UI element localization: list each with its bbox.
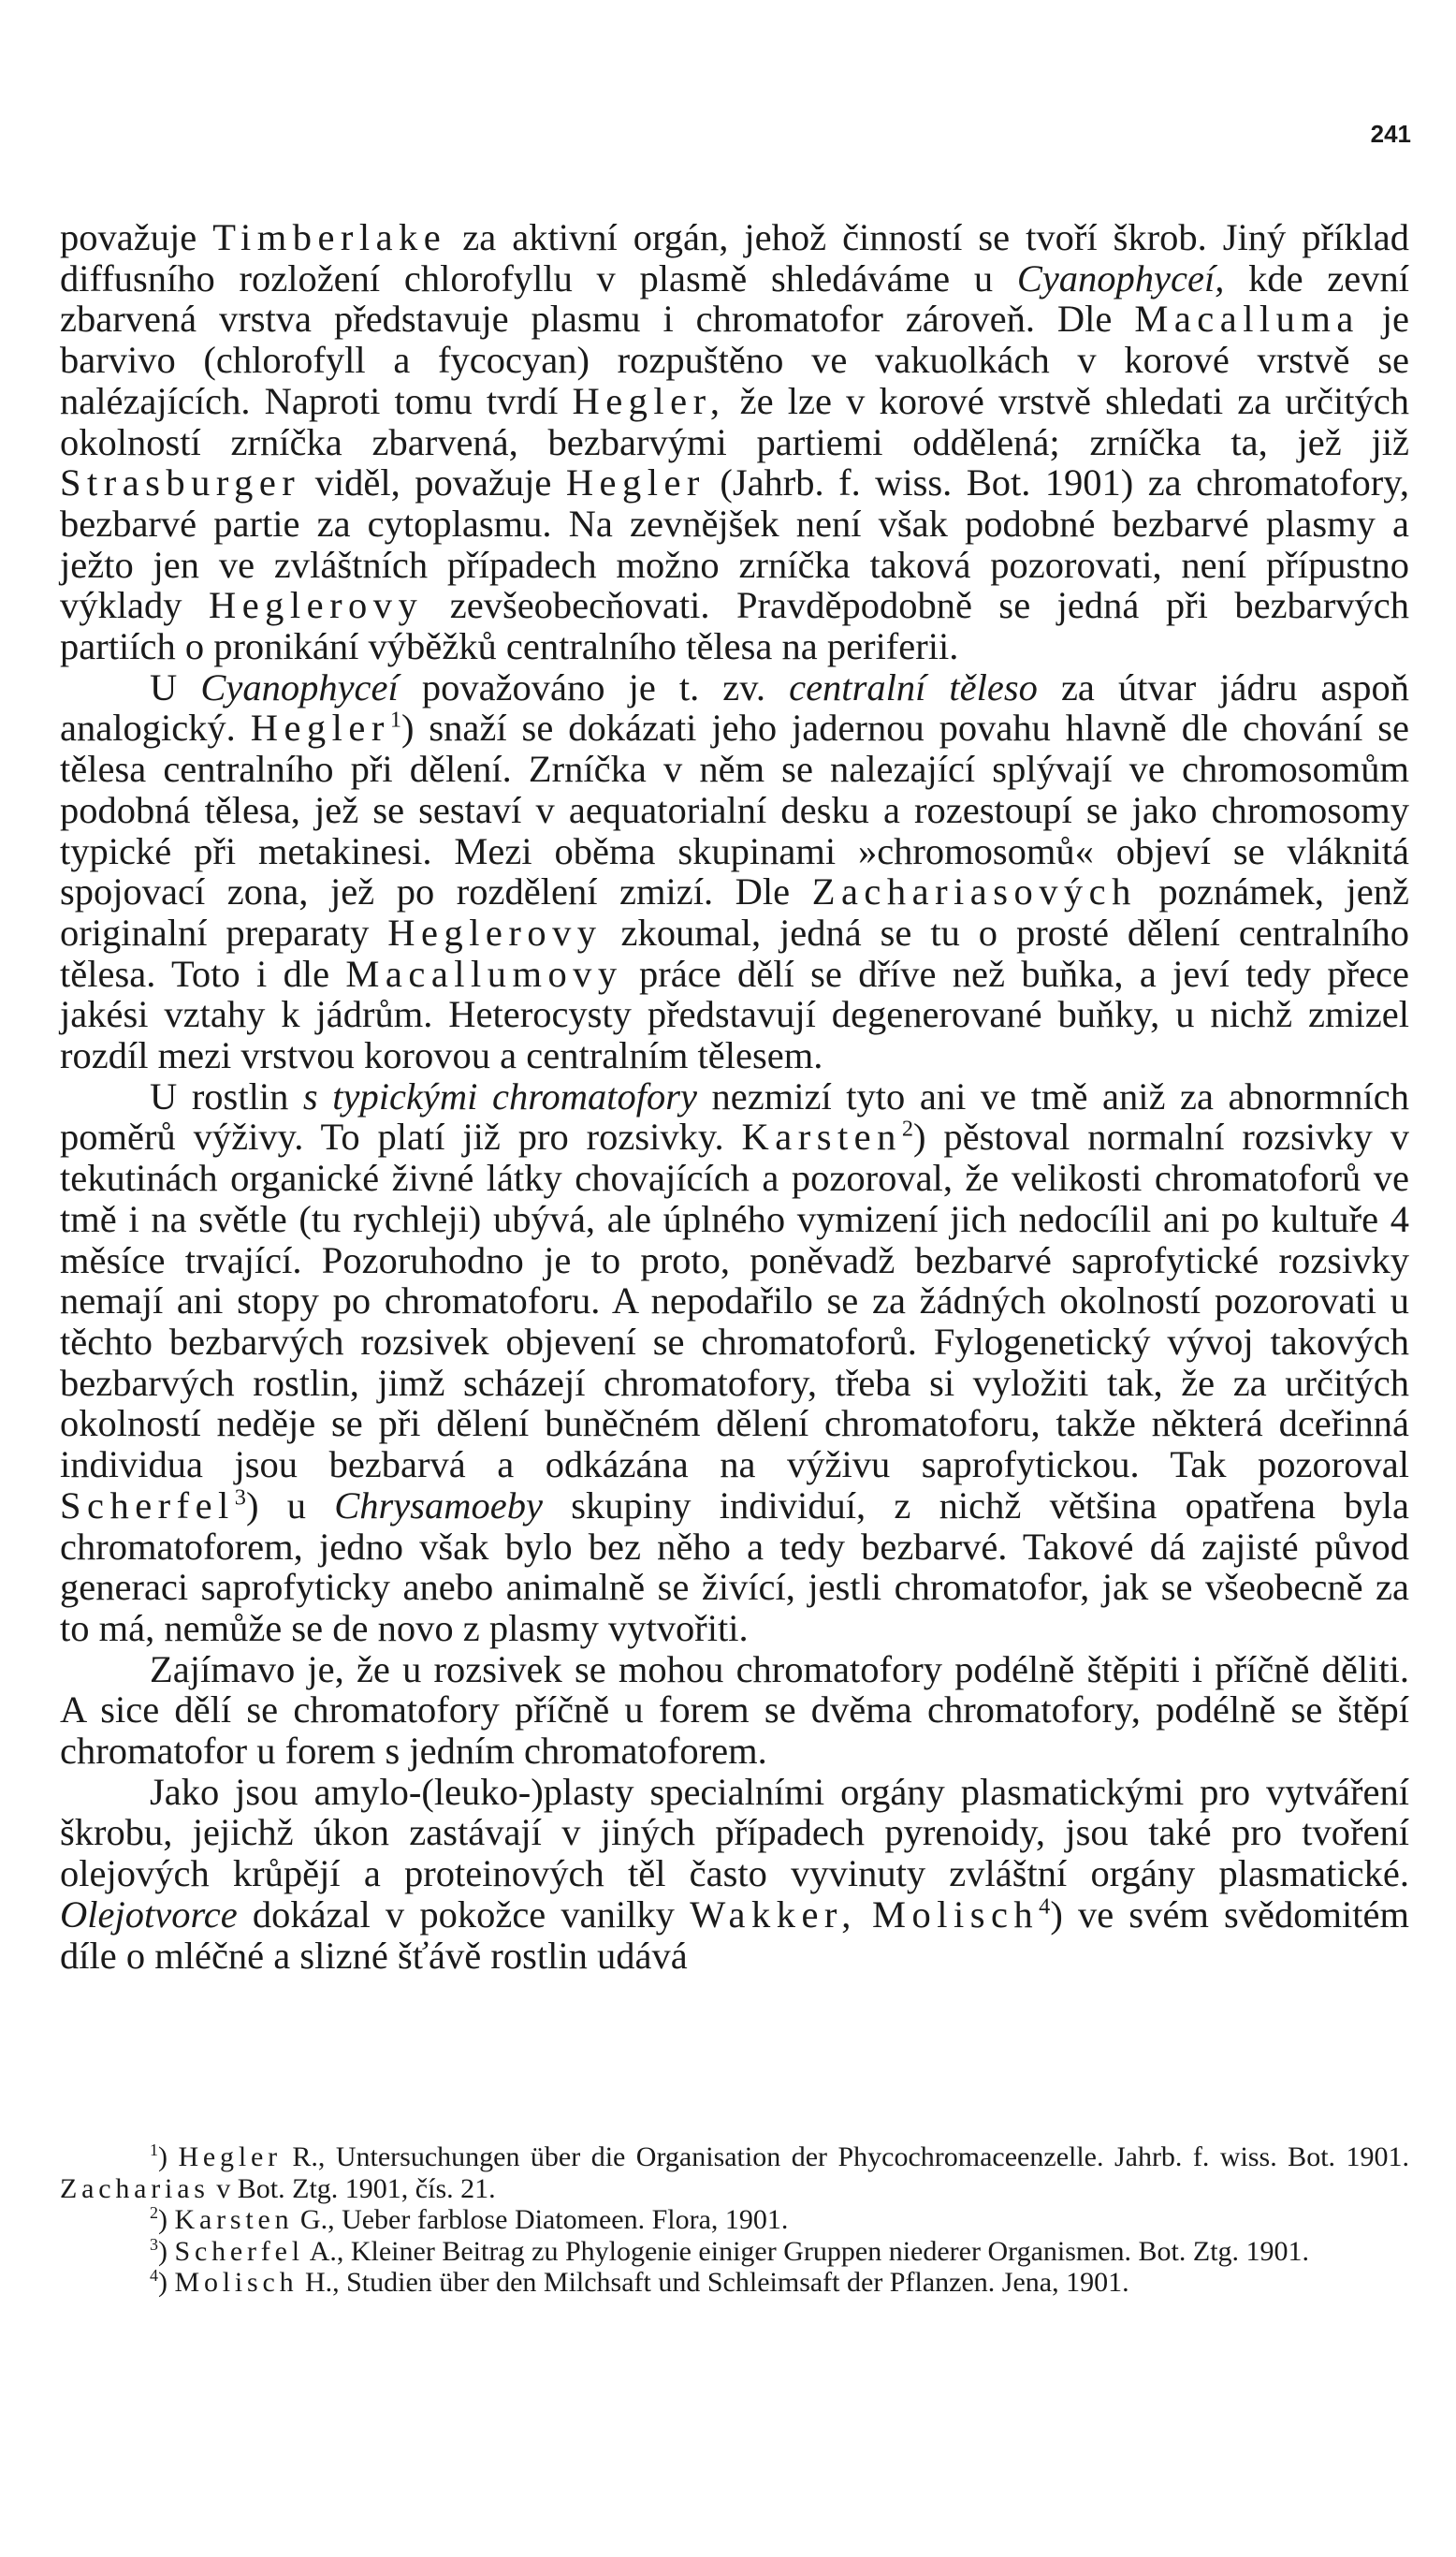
- paragraph: [60, 1649, 1409, 1772]
- text-run: kde zevní zbarvená vrstva představuje plasmu i chromatofor zároveň. Dle: [60, 256, 1409, 341]
- text-run: považováno je t. zv.: [398, 665, 790, 709]
- author-name: Zachariasových: [811, 870, 1137, 913]
- author-name: Molisch: [872, 1892, 1040, 1936]
- author-name: Hegler: [250, 707, 390, 750]
- author-name: Scherfel: [174, 2235, 304, 2267]
- text-run: ) u: [245, 1483, 335, 1527]
- footnote-ref: 1: [150, 2141, 158, 2160]
- text-run: ) ve svém svědomitém díle o mléčné a slizné šťávě rostlin udává: [60, 1892, 1409, 1977]
- text-run: ): [158, 2204, 175, 2235]
- footnotes: [60, 2141, 1409, 2299]
- paragraph: [60, 1772, 1409, 1977]
- footnote-ref: 2: [901, 1116, 914, 1142]
- text-run: v Bot. Ztg. 1901, čís. 21.: [209, 2172, 496, 2204]
- footnote: [60, 2141, 1409, 2204]
- footnote-ref: 4: [150, 2266, 158, 2286]
- text-run: viděl, považuje: [300, 461, 566, 504]
- paragraph: [60, 1076, 1409, 1649]
- author-name: Hegler,: [572, 379, 726, 422]
- footnote-ref: 3: [234, 1484, 246, 1511]
- footnote-ref: 3: [150, 2234, 158, 2254]
- paragraph: [60, 667, 1409, 1076]
- body-text: [60, 217, 1409, 1976]
- author-name: Heglerovy: [387, 911, 603, 954]
- text-run: ): [158, 2141, 179, 2172]
- italic-term: s typickými chromatofory: [302, 1074, 697, 1118]
- italic-term: centralní těleso: [789, 665, 1038, 709]
- text-run: za útvar jádru aspoň analogický.: [60, 665, 1410, 750]
- author-name: Hegler: [565, 461, 706, 504]
- text-run: skupiny individuí, z nichž většina opatřena byla chromatoforem, jedno však bylo bez něho a tedy bezbarvé. Takové dá zajisté původ generaci saprofyticky anebo animalně se živící, jestli chromatofor, jak se všeobecně za to má, nemůže se de novo z plasmy vytvořiti.: [60, 1483, 1409, 1649]
- text-run: ) pěstoval normalní rozsivky v tekutinách organické živné látky chovajících a pozoroval, že velikosti chromatoforů ve tmě i na světle (tu rychleji) ubývá, ale úplného vymizení jich nedocílil ani po kultuře 4 měsíce trvající. Pozoruhodno je to proto, poněvadž bezbarvé saprofytické rozsivky nemají ani stopy po chromatoforu. A nepodařilo se za žádných okolností pozorovati u těchto bezbarvých rozsivek objevení se chromatoforů. Fylogenetický vývoj takových bezbarvých rostlin, jimž scházejí chromatofory, třeba si vyložiti tak, že za určitých okolností neděje se při dělení buněčném dělení chromatoforu, takže některá dceřinná individua jsou bezbarvá a odkázána na výživu saprofytickou. Tak pozoroval: [60, 1116, 1409, 1486]
- text-run: G., Ueber farblose Diatomeen. Flora, 1901.: [293, 2204, 789, 2235]
- text-run: U rostlin: [150, 1074, 303, 1118]
- text-run: že lze v korové vrstvě shledati za určitých okolností zrníčka zbarvená, bezbarvými partiemi oddělená; zrníčka ta, jež již: [60, 379, 1409, 463]
- text-run: zevšeobecňovati. Pravděpodobně se jedná při bezbarvých partiích o pronikání výběžků centralního tělesa na periferii.: [60, 584, 1409, 668]
- text-run: považuje: [60, 216, 213, 258]
- text-run: H., Studien über den Milchsaft und Schleimsaft der Pflanzen. Jena, 1901.: [298, 2267, 1129, 2298]
- author-name: Timberlake: [212, 216, 447, 258]
- author-name: Hegler: [178, 2141, 282, 2172]
- text-run: (Jahrb. f. wiss. Bot. 1901) za chromatofory, bezbarvé partie za cytoplasmu. Na zevnějšek není však podobné bezbarvé plasmy a ježto jen ve zvláštních případech možno zrníčka taková pozorovati, není přípustno výklady: [60, 461, 1409, 627]
- text-run: ) snaží se dokázati jeho jadernou povahu hlavně dle chování se tělesa centralního při dělení. Zrníčka v něm se nalezající splývají ve chromosomům podobná tělesa, jež se sestaví v aequatorialní desku a rozestoupí se jako chromosomy typické při metakinesi. Mezi oběma skupinami »chromosomů« objeví se vláknitá spojovací zona, jež po rozdělení zmizí. Dle: [60, 707, 1409, 913]
- text-run: je barvivo (chlorofyll a fycocyan) rozpuštěno ve vakuolkách v korové vrstvě se nalézajících. Naproti tomu tvrdí: [60, 298, 1409, 422]
- author-name: Zacharias: [60, 2172, 210, 2204]
- author-name: Wakker,: [690, 1892, 857, 1936]
- italic-term: Olejotvorce: [60, 1892, 238, 1936]
- author-name: Strasburger: [60, 461, 301, 504]
- text-run: A., Kleiner Beitrag zu Phylogenie einiger Gruppen niederer Organismen. Bot. Ztg. 1901.: [303, 2235, 1310, 2267]
- text-run: za aktivní orgán, jehož činností se tvoří škrob. Jiný příklad diffusního rozložení chlorofyllu v plasmě shledáváme u: [60, 216, 1409, 300]
- italic-term: Cyanophyceí: [200, 665, 399, 709]
- text-run: zkoumal, jedná se tu o prosté dělení centralního tělesa. Toto i dle: [60, 911, 1409, 995]
- author-name: Molisch: [174, 2267, 298, 2298]
- italic-term: Cyanophyceí,: [1016, 256, 1225, 300]
- text-run: ): [158, 2235, 175, 2267]
- footnote-ref: 4: [1039, 1893, 1051, 1920]
- footnote-ref: 1: [389, 707, 401, 733]
- text-run: práce dělí se dříve než buňka, a jeví tedy přece jakési vztahy k jádrům. Heterocysty představují degenerované buňky, u nichž zmizel rozdíl mezi vrstvou korovou a centralním tělesem.: [60, 952, 1409, 1077]
- text-run: Jako jsou amylo-(leuko-)plasty specialními orgány plasmatickými pro vytváření škrobu, jejichž úkon zastávají v jiných případech pyrenoidy, jsou také pro tvoření olejových krůpějí a proteinových těl často vyvinuty zvláštní orgány plasmatické.: [60, 1770, 1409, 1895]
- text-run: poznámek, jenž originalní preparaty: [60, 870, 1409, 954]
- paragraph: [60, 217, 1409, 667]
- text-run: dokázal v pokožce vanilky: [237, 1892, 691, 1936]
- footnote: [60, 2267, 1409, 2299]
- footnote-ref: 2: [150, 2203, 158, 2223]
- page-number: 241: [1370, 120, 1411, 148]
- author-name: Karsten: [741, 1116, 902, 1159]
- text-run: ): [158, 2267, 175, 2298]
- author-name: Macalluma: [1134, 298, 1360, 341]
- text-run: [857, 1893, 872, 1936]
- footnote: [60, 2204, 1409, 2236]
- footnote: [60, 2236, 1409, 2268]
- text-run: R., Untersuchungen über die Organisation der Phycochromaceenzelle. Jahrb. f. wiss. Bot. 1901.: [281, 2141, 1409, 2172]
- text-run: Zajímavo je, že u rozsivek se mohou chromatofory podélně štěpiti i příčně děliti. A sice dělí se chromatofory příčně u forem se dvěma chromatofory, podélně se štěpí chromatofor u forem s jedním chromatoforem.: [60, 1647, 1409, 1773]
- text-run: U: [150, 665, 201, 709]
- author-name: Karsten: [174, 2204, 294, 2235]
- author-name: Scherfel: [60, 1483, 235, 1527]
- italic-term: Chrysamoeby: [334, 1483, 543, 1527]
- text-run: nezmizí tyto ani ve tmě aniž za abnormních poměrů výživy. To platí již pro rozsivky.: [60, 1074, 1409, 1159]
- author-name: Macallumovy: [345, 952, 623, 995]
- author-name: Heglerovy: [208, 584, 424, 627]
